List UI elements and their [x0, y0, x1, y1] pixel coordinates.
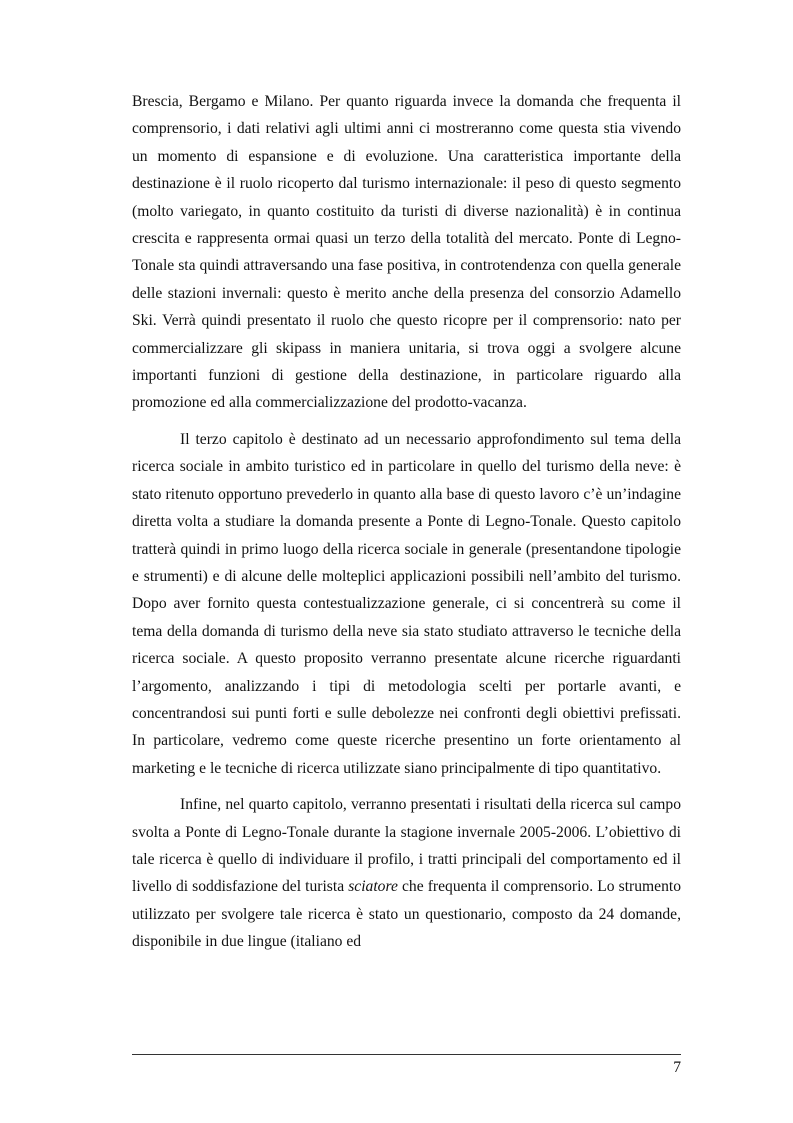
paragraph-3 — [132, 791, 681, 955]
text-run: Brescia, Bergamo e Milano. Per quanto riguarda invece la domanda che frequenta il comprensorio, i dati relativi agli ultimi anni ci mostreranno come questa stia vivendo un momento di espansione e di evoluzione. Una caratteristica importante della destinazione è il ruolo ricoperto dal turismo internazionale: il peso di questo segmento (molto variegato, in quanto costituito da turisti di diverse nazionalità) è in continua crescita e rappresenta ormai quasi un terzo della totalità del mercato. Ponte di Legno-Tonale sta quindi attraversando una fase positiva, in controtendenza con quella generale delle stazioni invernali: questo è merito anche della presenza del consorzio Adamello Ski. Verrà quindi presentato il ruolo che questo ricopre per il comprensorio: nato per commercializzare gli skipass in maniera unitaria, si trova oggi a svolgere alcune importanti funzioni di gestione della destinazione, in particolare riguardo alla promozione ed alla commercializzazione del prodotto-vacanza. — [132, 93, 681, 412]
italic-term: sciatore — [348, 878, 398, 896]
paragraph-2 — [132, 426, 681, 782]
text-run: che frequenta il comprensorio. Lo strumento utilizzato per svolgere tale ricerca è stato un questionario, composto da 24 domande, disponibile in due lingue (italiano ed — [132, 878, 681, 951]
text-run: Il terzo capitolo è destinato ad un necessario approfondimento sul tema della ricerca sociale in ambito turistico ed in particolare in quello del turismo della neve: è stato ritenuto opportuno prevederlo in quanto alla base di questo lavoro c’è un’indagine diretta volta a studiare la domanda presente a Ponte di Legno-Tonale. Questo capitolo tratterà quindi in primo luogo della ricerca sociale in generale (presentandone tipologie e strumenti) e di alcune delle molteplici applicazioni possibili nell’ambito del turismo. Dopo aver fornito questa contestualizzazione generale, ci si concentrerà su come il tema della domanda di turismo della neve sia stato studiato attraverso le tecniche della ricerca sociale. A questo proposito verranno presentate alcune ricerche riguardanti l’argomento, analizzando i tipi di metodologia scelti per portarle avanti, e concentrandosi sui punti forti e sulle debolezze nei confronti degli obiettivi prefissati. In particolare, vedremo come queste ricerche presentino un forte orientamento al marketing e le tecniche di ricerca utilizzate siano principalmente di tipo quantitativo. — [132, 430, 681, 777]
text-run: Infine, nel quarto capitolo, verranno presentati i risultati della ricerca sul campo svolta a Ponte di Legno-Tonale durante la stagione invernale 2005-2006. L’obiettivo di tale ricerca è quello di individuare il profilo, i tratti principali del comportamento ed il livello di soddisfazione del turista — [132, 796, 681, 896]
page-number: 7 — [673, 1059, 681, 1076]
paragraph-1 — [132, 88, 681, 417]
body-text — [132, 88, 681, 956]
footer-divider — [132, 1054, 681, 1055]
